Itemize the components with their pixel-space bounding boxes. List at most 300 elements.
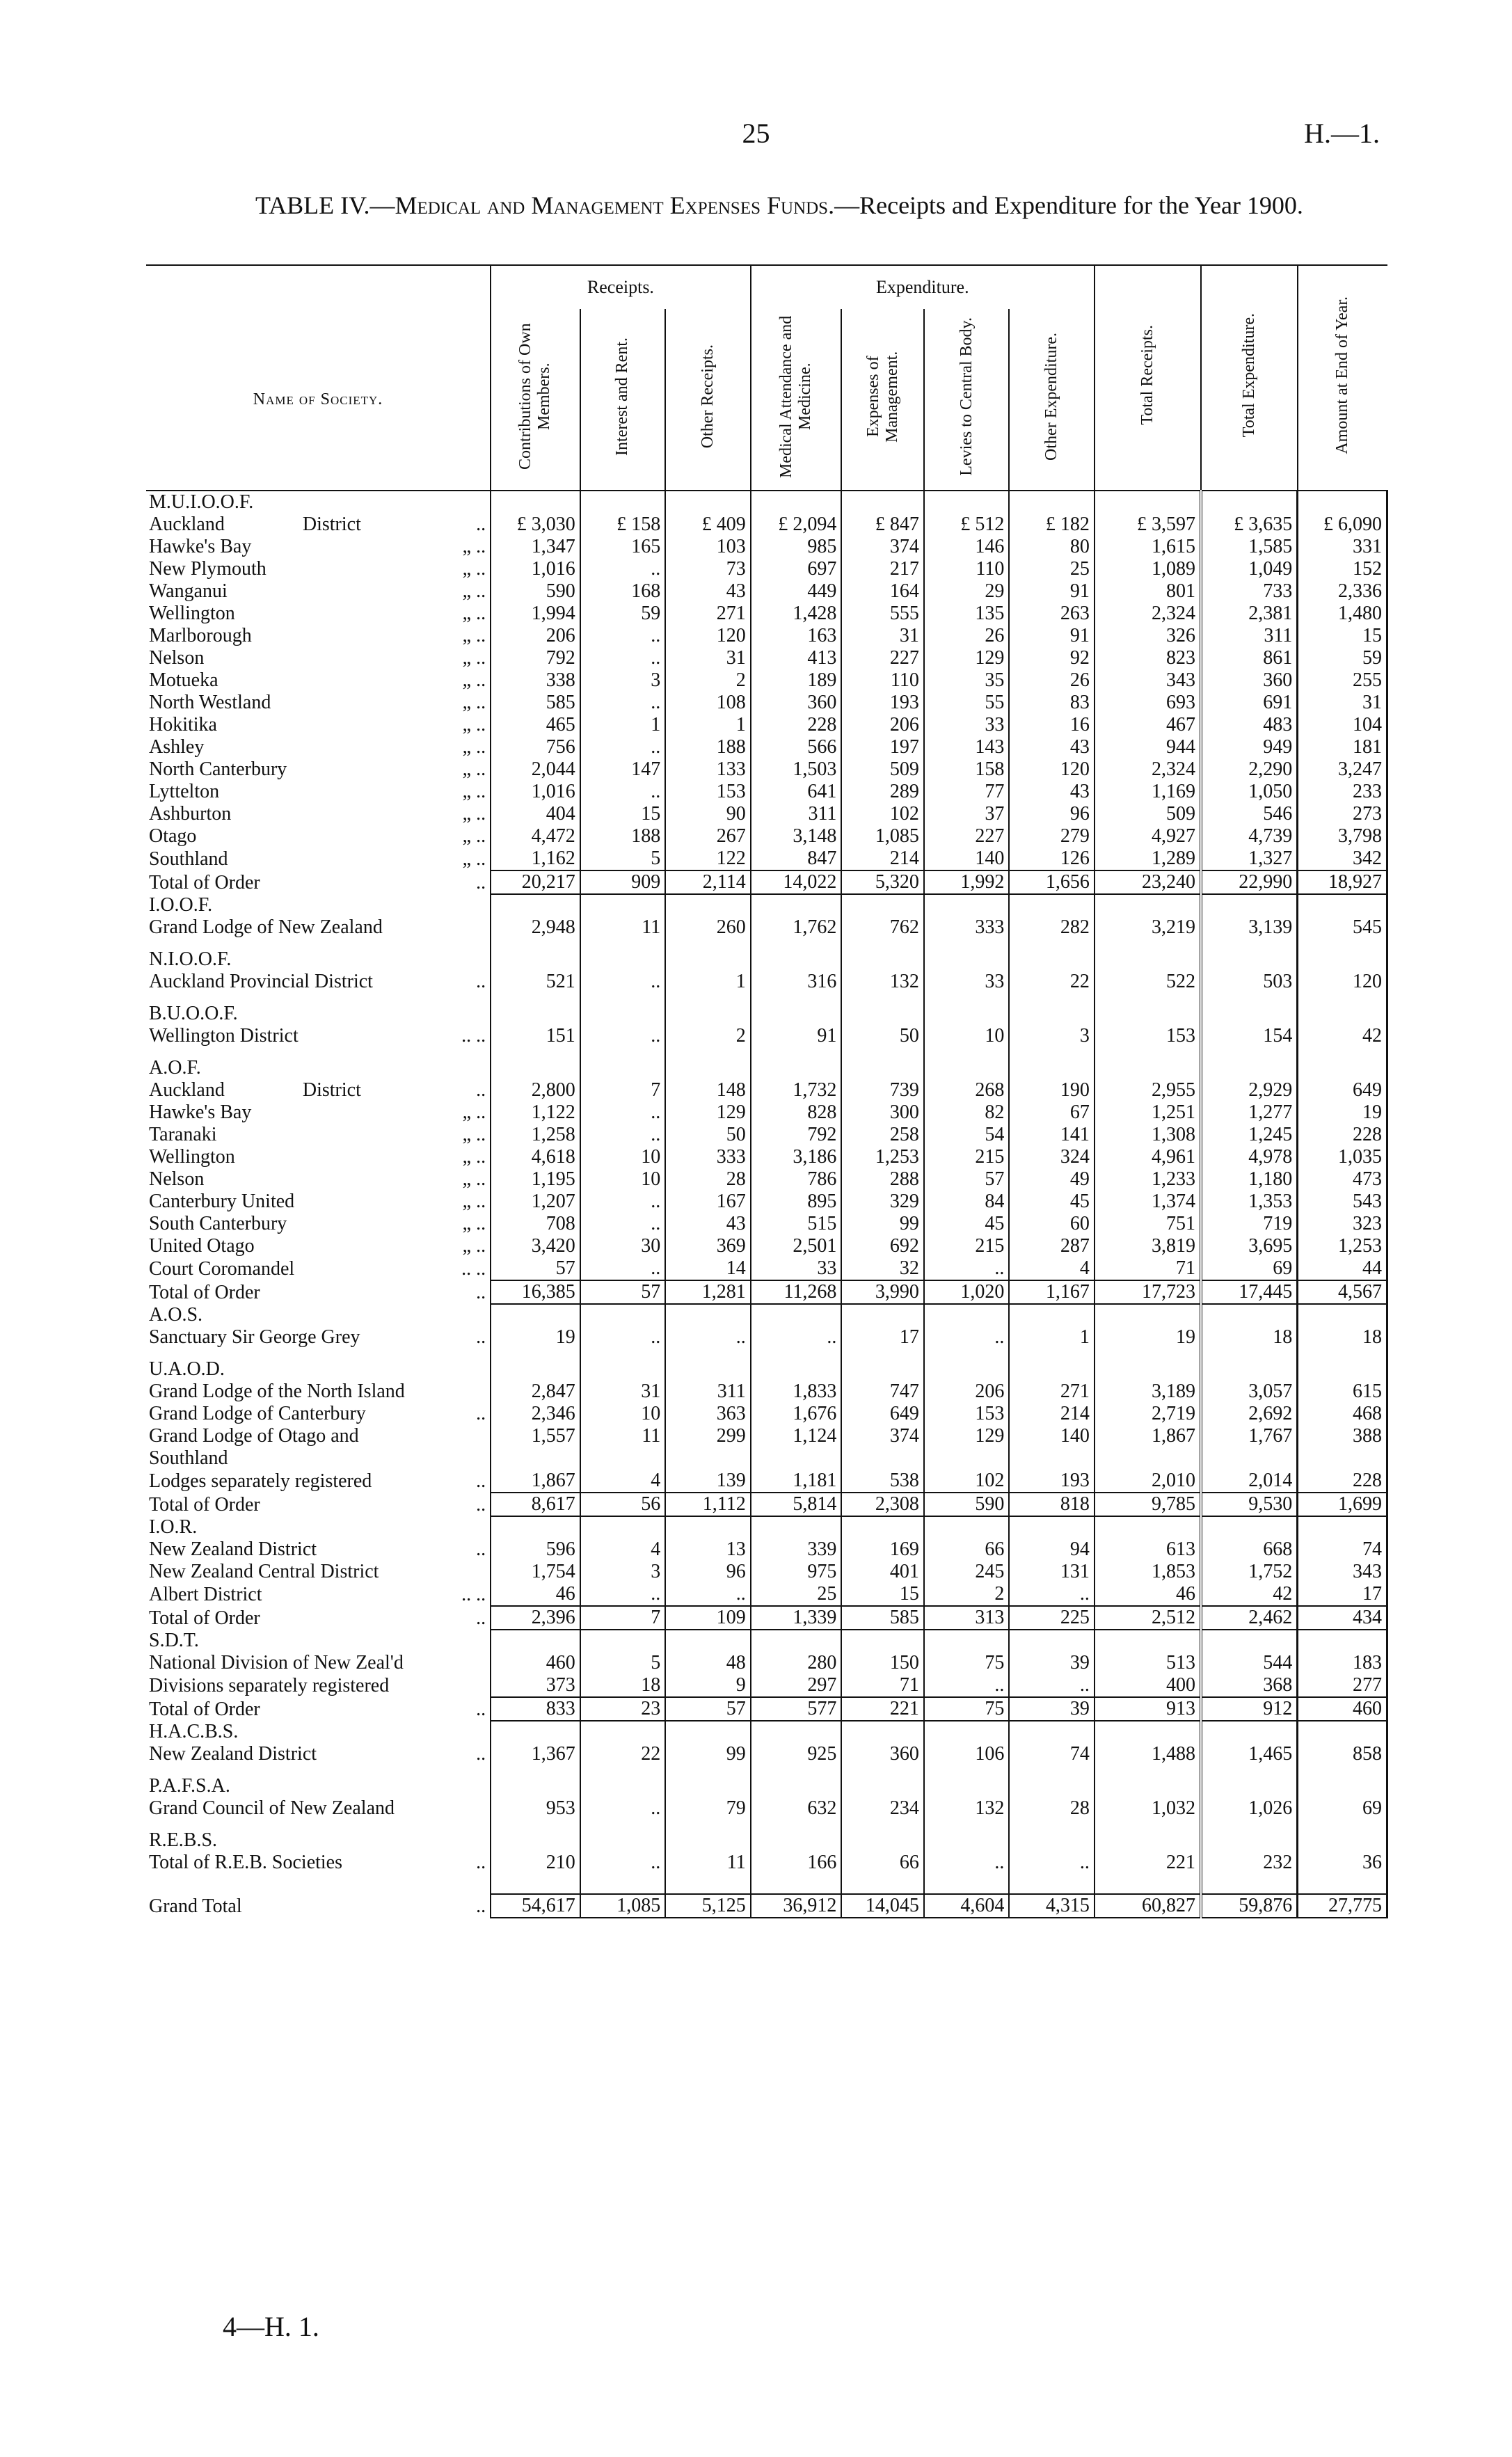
cell-col-8: 71 [1095,1257,1201,1280]
cell-col-1: 20,217 [491,870,580,894]
cell-col-2: 3 [580,1561,666,1583]
cell-col-1: 590 [491,580,580,603]
cell-col-4: 847 [751,848,842,870]
leader-dots: .. [476,1607,486,1629]
cell-col-1 [491,1447,580,1470]
cell-col-10: 460 [1298,1697,1387,1721]
cell-col-7: 22 [1009,971,1095,993]
cell-col-9: 546 [1201,803,1298,825]
cell-col-1: 57 [491,1257,580,1280]
cell-col-4: 3,186 [751,1146,842,1168]
cell-col-1: 206 [491,625,580,647]
cell-col-6: .. [924,1674,1010,1697]
cell-col-10: 3,798 [1298,825,1387,848]
cell-col-7: 131 [1009,1561,1095,1583]
table-row [146,1852,1387,1874]
cell-col-5: 3,990 [841,1280,923,1304]
cell-col-9: 18 [1201,1326,1298,1349]
society-name: U.A.O.D. [149,1358,225,1380]
cell-col-10: 649 [1298,1079,1387,1102]
cell-col-10: 31 [1298,692,1387,714]
table-row [146,1025,1387,1047]
cell-col-10: 1,253 [1298,1235,1387,1257]
cell-col-8: 221 [1095,1852,1201,1874]
cell-col-1: 1,195 [491,1168,580,1191]
spacer-row [146,939,1387,948]
cell-col-6: 29 [924,580,1010,603]
cell-col-3: 13 [665,1538,751,1561]
cell-col-2: 7 [580,1079,666,1102]
cell-col-2: 5 [580,848,666,870]
cell-col-8: 400 [1095,1674,1201,1697]
cell-col-8: 1,853 [1095,1561,1201,1583]
table-row [146,692,1387,714]
cell-col-7: 1,656 [1009,870,1095,894]
cell-col-10: 228 [1298,1124,1387,1146]
cell-col-6: 146 [924,536,1010,558]
spacer-row [146,993,1387,1003]
row-label: Albert District [149,1584,262,1605]
cell-col-4: 5,814 [751,1493,842,1516]
table-row [146,1561,1387,1583]
cell-col-1: 19 [491,1326,580,1349]
cell-col-8: 1,374 [1095,1191,1201,1213]
leader-dots: .. [476,1403,486,1424]
cell-col-1: 210 [491,1852,580,1874]
col-amount-end-year: Amount at End of Year. [1298,265,1387,491]
cell-col-1: 2,346 [491,1403,580,1425]
cell-col-5 [841,1447,923,1470]
cell-col-9: 1,245 [1201,1124,1298,1146]
cell-col-8: £ 3,597 [1095,514,1201,536]
cell-col-2: 165 [580,536,666,558]
cell-col-8: 1,089 [1095,558,1201,580]
cell-col-1: 1,016 [491,558,580,580]
cell-col-7: 271 [1009,1381,1095,1403]
leader-dots: „ .. [462,1168,486,1190]
cell-col-2: .. [580,625,666,647]
society-name: H.A.C.B.S. [149,1721,239,1742]
cell-col-1: 3,420 [491,1235,580,1257]
cell-col-8: 3,189 [1095,1381,1201,1403]
cell-col-7: 28 [1009,1797,1095,1820]
cell-col-8: 1,488 [1095,1743,1201,1765]
cell-col-4: 413 [751,647,842,669]
cell-col-8: 1,867 [1095,1425,1201,1447]
leader-dots: .. [476,1538,486,1560]
cell-col-6: 206 [924,1381,1010,1403]
cell-col-9: 2,014 [1201,1470,1298,1493]
cell-col-7: 818 [1009,1493,1095,1516]
row-label: Wellington [149,1146,235,1168]
cell-col-5: 150 [841,1652,923,1674]
cell-col-6: 135 [924,603,1010,625]
title-suffix: —Receipts and Expenditure for the Year 1900. [834,191,1303,219]
cell-col-5: 289 [841,781,923,803]
cell-col-5: £ 847 [841,514,923,536]
table-row [146,1079,1387,1102]
cell-col-3: 369 [665,1235,751,1257]
cell-col-6: 82 [924,1102,1010,1124]
cell-col-8: 823 [1095,647,1201,669]
cell-col-2: .. [580,971,666,993]
cell-col-8: 1,233 [1095,1168,1201,1191]
cell-col-4: 297 [751,1674,842,1697]
leader-dots: „ .. [462,803,486,825]
cell-col-5: 32 [841,1257,923,1280]
table-row [146,647,1387,669]
cell-col-2: 30 [580,1235,666,1257]
cell-col-10: 2,336 [1298,580,1387,603]
cell-col-4: 189 [751,669,842,692]
cell-col-7: 126 [1009,848,1095,870]
cell-col-1: 460 [491,1652,580,1674]
cell-col-2: 1,085 [580,1894,666,1918]
cell-col-5: 300 [841,1102,923,1124]
cell-col-4: 360 [751,692,842,714]
cell-col-5: 288 [841,1168,923,1191]
row-label: Lyttelton [149,781,220,802]
cell-col-10: 42 [1298,1025,1387,1047]
cell-col-8: 60,827 [1095,1894,1201,1918]
cell-col-5: 762 [841,916,923,939]
cell-col-9: 22,990 [1201,870,1298,894]
leader-dots: „ .. [462,825,486,847]
cell-col-7: 43 [1009,736,1095,758]
cell-col-2: .. [580,1326,666,1349]
cell-col-4: £ 2,094 [751,514,842,536]
cell-col-5: 692 [841,1235,923,1257]
cell-col-2: 188 [580,825,666,848]
leader-dots: „ .. [462,558,486,580]
cell-col-4: 228 [751,714,842,736]
cell-col-8: 23,240 [1095,870,1201,894]
cell-col-4: 14,022 [751,870,842,894]
leader-dots [359,1425,486,1447]
leader-dots [405,1381,486,1403]
cell-col-10: 27,775 [1298,1894,1387,1918]
cell-col-4: 1,181 [751,1470,842,1493]
leader-dots: „ .. [462,625,486,646]
cell-col-1: 792 [491,647,580,669]
cell-col-9: 483 [1201,714,1298,736]
cell-col-4: 311 [751,803,842,825]
cell-col-9: 4,739 [1201,825,1298,848]
cell-col-10: 36 [1298,1852,1387,1874]
cell-col-8: 1,289 [1095,848,1201,870]
cell-col-7: .. [1009,1583,1095,1606]
cell-col-2: 10 [580,1168,666,1191]
cell-col-3: 9 [665,1674,751,1697]
cell-col-9: 1,277 [1201,1102,1298,1124]
cell-col-3: 28 [665,1168,751,1191]
row-label: Wellington [149,603,235,624]
cell-col-7: 263 [1009,603,1095,625]
cell-col-10: 323 [1298,1213,1387,1235]
cell-col-8: 46 [1095,1583,1201,1606]
table-row [146,1326,1387,1349]
row-label: Taranaki [149,1124,217,1145]
table-row [146,536,1387,558]
leader-dots: .. [476,1282,486,1303]
row-label: United Otago [149,1235,255,1257]
cell-col-7: 26 [1009,669,1095,692]
row-label: Grand Lodge of Canterbury [149,1403,366,1424]
table-row [146,803,1387,825]
cell-col-9: 4,978 [1201,1146,1298,1168]
cell-col-4: 1,732 [751,1079,842,1102]
row-label: Total of Order [149,1607,260,1629]
row-label: Wanganui [149,580,228,602]
cell-col-3: 333 [665,1146,751,1168]
cell-col-9: 3,057 [1201,1381,1298,1403]
row-label: Hawke's Bay [149,1102,252,1123]
cell-col-9: 1,752 [1201,1561,1298,1583]
cell-col-2: 11 [580,1425,666,1447]
cell-col-6: 333 [924,916,1010,939]
row-label: Hokitika [149,714,217,735]
cell-col-4: 280 [751,1652,842,1674]
cell-col-10: 1,699 [1298,1493,1387,1516]
cell-col-3: 188 [665,736,751,758]
cell-col-5: 538 [841,1470,923,1493]
cell-col-6: 77 [924,781,1010,803]
cell-col-3 [665,1447,751,1470]
cell-col-10: 104 [1298,714,1387,736]
cell-col-8: 509 [1095,803,1201,825]
cell-col-6: 153 [924,1403,1010,1425]
row-label: National Division of New Zeal'd [149,1652,404,1673]
cell-col-7: 16 [1009,714,1095,736]
cell-col-7: 214 [1009,1403,1095,1425]
cell-col-10: 342 [1298,848,1387,870]
cell-col-9: 719 [1201,1213,1298,1235]
cell-col-7: 43 [1009,781,1095,803]
cell-col-4: 1,339 [751,1606,842,1630]
cell-col-1: 1,867 [491,1470,580,1493]
cell-col-5: 66 [841,1852,923,1874]
cell-col-1: 404 [491,803,580,825]
cell-col-10: 255 [1298,669,1387,692]
cell-col-1: 4,472 [491,825,580,848]
cell-col-3: 79 [665,1797,751,1820]
cell-col-4: 166 [751,1852,842,1874]
cell-col-4: 449 [751,580,842,603]
table-row [146,1146,1387,1168]
row-label: Total of Order [149,1282,260,1303]
cell-col-7: 91 [1009,580,1095,603]
cell-col-7: 4,315 [1009,1894,1095,1918]
total-row [146,1606,1387,1630]
cell-col-10: 545 [1298,916,1387,939]
cell-col-5: 649 [841,1403,923,1425]
cell-col-2: 10 [580,1403,666,1425]
cell-col-6: 37 [924,803,1010,825]
cell-col-9: 360 [1201,669,1298,692]
cell-col-1: 2,044 [491,758,580,781]
leader-dots: .. [476,1743,486,1765]
cell-col-2: 168 [580,580,666,603]
cell-col-10: 74 [1298,1538,1387,1561]
cell-col-5: 197 [841,736,923,758]
cell-col-5: 31 [841,625,923,647]
cell-col-2: .. [580,1852,666,1874]
col-medical-attendance: Medical Attendance and Medicine. [751,309,842,491]
cell-col-8: 3,219 [1095,916,1201,939]
row-label: Divisions separately registered [149,1675,390,1696]
cell-col-10: 343 [1298,1561,1387,1583]
leader-dots: .. .. [461,1584,486,1605]
footer-signature: 4—H. 1. [223,2311,319,2342]
cell-col-3: 2,114 [665,870,751,894]
table-row [146,603,1387,625]
row-label: North Canterbury [149,758,287,780]
cell-col-5: 374 [841,536,923,558]
cell-col-5: 401 [841,1561,923,1583]
table-body [146,491,1387,1918]
cell-col-1: 338 [491,669,580,692]
cell-col-7: 45 [1009,1191,1095,1213]
cell-col-2: .. [580,1797,666,1820]
cell-col-2: 15 [580,803,666,825]
cell-col-1: 465 [491,714,580,736]
cell-col-4: 25 [751,1583,842,1606]
cell-col-10: 331 [1298,536,1387,558]
cell-col-5: 164 [841,580,923,603]
cell-col-2: 909 [580,870,666,894]
cell-col-3: 122 [665,848,751,870]
cell-col-7: 96 [1009,803,1095,825]
cell-col-3: 99 [665,1743,751,1765]
cell-col-2 [580,1447,666,1470]
cell-col-6: 75 [924,1697,1010,1721]
cell-col-7: 225 [1009,1606,1095,1630]
table-row [146,1168,1387,1191]
society-heading-row [146,1358,1387,1381]
row-label: Ashley [149,736,205,758]
table-row [146,758,1387,781]
cell-col-9: 1,585 [1201,536,1298,558]
cell-col-7: 120 [1009,758,1095,781]
cell-col-5: 360 [841,1743,923,1765]
leader-dots: „ .. [462,1146,486,1168]
cell-col-9: 668 [1201,1538,1298,1561]
cell-col-2: 56 [580,1493,666,1516]
cell-col-9: 1,465 [1201,1743,1298,1765]
table-row [146,625,1387,647]
cell-col-7: 3 [1009,1025,1095,1047]
table-row [146,1652,1387,1674]
leader-dots: „ .. [462,781,486,802]
cell-col-1: 1,162 [491,848,580,870]
spacer-row [146,1884,1387,1894]
cell-col-8: 1,169 [1095,781,1201,803]
row-label: South Canterbury [149,1213,287,1234]
cell-col-7: 92 [1009,647,1095,669]
spacer-row [146,1820,1387,1829]
receipts-group-header: Receipts. [491,265,751,309]
row-label: Total of Order [149,1699,260,1720]
cell-col-3: 2 [665,669,751,692]
cell-col-5: 1,253 [841,1146,923,1168]
cell-col-7: 1,167 [1009,1280,1095,1304]
cell-col-3: 167 [665,1191,751,1213]
society-heading-row [146,1003,1387,1025]
cell-col-2: 5 [580,1652,666,1674]
cell-col-4: 1,833 [751,1381,842,1403]
row-label: Otago [149,825,197,847]
society-name: S.D.T. [149,1630,199,1651]
cell-col-9: 2,929 [1201,1079,1298,1102]
cell-col-5: 5,320 [841,870,923,894]
cell-col-1: 1,347 [491,536,580,558]
row-label: Hawke's Bay [149,536,252,557]
cell-col-2: 31 [580,1381,666,1403]
society-heading-row [146,1304,1387,1326]
cell-col-9: 1,050 [1201,781,1298,803]
cell-col-1: 1,016 [491,781,580,803]
cell-col-10: 152 [1298,558,1387,580]
table-row [146,825,1387,848]
cell-col-1: 1,258 [491,1124,580,1146]
cell-col-3: 153 [665,781,751,803]
cell-col-9: 1,180 [1201,1168,1298,1191]
cell-col-6: 158 [924,758,1010,781]
society-heading-row [146,1630,1387,1652]
table-row [146,1124,1387,1146]
cell-col-6: 245 [924,1561,1010,1583]
row-label: Wellington District [149,1025,299,1047]
cell-col-8: 19 [1095,1326,1201,1349]
cell-col-6: 26 [924,625,1010,647]
cell-col-8: 1,251 [1095,1102,1201,1124]
society-name: I.O.R. [149,1516,198,1538]
cell-col-10: 228 [1298,1470,1387,1493]
row-label: Total of R.E.B. Societies [149,1852,343,1873]
cell-col-1: 373 [491,1674,580,1697]
cell-col-4: 316 [751,971,842,993]
society-heading-row [146,1057,1387,1079]
cell-col-1: 2,948 [491,916,580,939]
funds-table [146,264,1388,1918]
leader-dots: „ .. [462,536,486,557]
cell-col-3: 48 [665,1652,751,1674]
cell-col-8: 4,927 [1095,825,1201,848]
cell-col-7: 39 [1009,1697,1095,1721]
cell-col-3: £ 409 [665,514,751,536]
table-row [146,1381,1387,1403]
cell-col-4: 985 [751,536,842,558]
table-row [146,971,1387,993]
cell-col-1: 521 [491,971,580,993]
cell-col-2: .. [580,692,666,714]
cell-col-3: 139 [665,1470,751,1493]
cell-col-9: 2,462 [1201,1606,1298,1630]
cell-col-6: 57 [924,1168,1010,1191]
cell-col-6: 84 [924,1191,1010,1213]
cell-col-8: 326 [1095,625,1201,647]
cell-col-9: 503 [1201,971,1298,993]
leader-dots: „ .. [462,736,486,758]
spacer-row [146,1349,1387,1358]
cell-col-9: 2,381 [1201,603,1298,625]
table-row [146,1235,1387,1257]
cell-col-6: 227 [924,825,1010,848]
cell-col-6: 215 [924,1146,1010,1168]
cell-col-10: 1,480 [1298,603,1387,625]
spacer-row [146,1874,1387,1884]
cell-col-7: 4 [1009,1257,1095,1280]
